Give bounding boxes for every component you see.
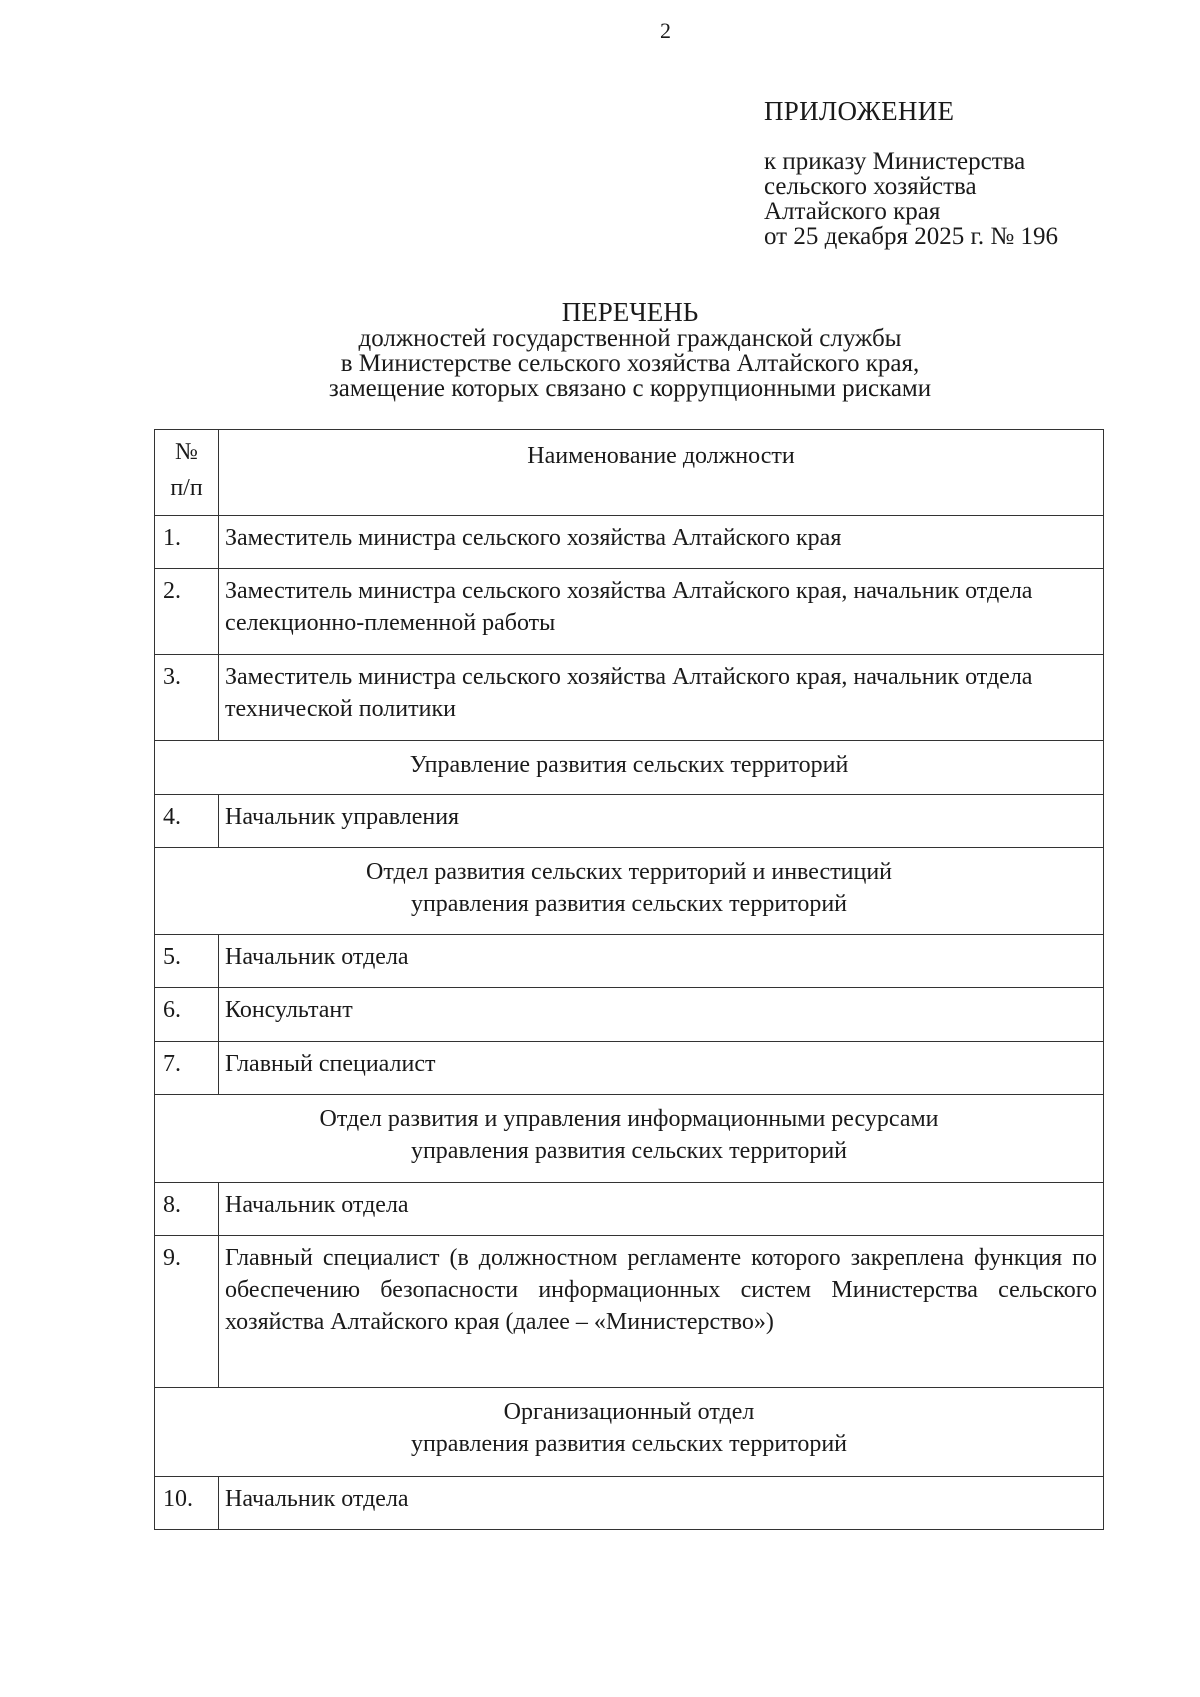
- appendix-title: ПРИЛОЖЕНИЕ: [764, 96, 955, 126]
- header-number-abbrev: п/п: [170, 475, 203, 501]
- table-row: [155, 1042, 1104, 1095]
- row-number: 6.: [155, 988, 219, 1042]
- row-position-name: Главный специалист: [219, 1042, 1104, 1095]
- table-row: [155, 935, 1104, 988]
- appendix-region-line: Алтайского края: [764, 198, 941, 225]
- section-heading-line-1: Организационный отдел: [503, 1399, 755, 1425]
- row-number: 7.: [155, 1042, 219, 1095]
- positions-table: [154, 429, 1104, 1530]
- heading-title: ПЕРЕЧЕНЬ: [561, 297, 699, 327]
- section-heading: [155, 848, 1104, 935]
- appendix-block: [764, 96, 1164, 249]
- page-number: 2: [660, 18, 671, 43]
- row-number: 1.: [155, 516, 219, 569]
- row-position-name: Заместитель министра сельского хозяйства Алтайского края, начальник отдела технической политики: [219, 655, 1104, 741]
- section-heading: [155, 1388, 1104, 1477]
- document-heading: [150, 298, 1110, 401]
- table-row: [155, 1183, 1104, 1236]
- section-heading-line-2: управления развития сельских территорий: [410, 1431, 848, 1457]
- header-number-cell: [155, 430, 219, 516]
- table-row: [155, 1236, 1104, 1388]
- section-heading-line-1: Отдел развития сельских территорий и инвестиций: [365, 859, 893, 885]
- row-number: 8.: [155, 1183, 219, 1236]
- row-number: 9.: [155, 1236, 219, 1388]
- row-position-name: Заместитель министра сельского хозяйства Алтайского края, начальник отдела селекционно-племенной работы: [219, 569, 1104, 655]
- appendix-ministry-line: сельского хозяйства: [764, 173, 977, 200]
- row-number: 4.: [155, 795, 219, 848]
- table-row: [155, 516, 1104, 569]
- section-row: [155, 1095, 1104, 1183]
- header-number-symbol: №: [175, 439, 198, 465]
- section-heading: [155, 1095, 1104, 1183]
- section-heading-line-1: Управление развития сельских территорий: [409, 752, 849, 778]
- row-position-name: Главный специалист (в должностном регламенте которого закреплена функция по обеспечению безопасности информационных систем Министерства сельского хозяйства Алтайского края (далее – «Министерство»): [219, 1236, 1104, 1388]
- row-position-name: Начальник отдела: [219, 935, 1104, 988]
- section-row: [155, 848, 1104, 935]
- appendix-date-number: от 25 декабря 2025 г. № 196: [764, 223, 1059, 250]
- row-position-name: Консультант: [219, 988, 1104, 1042]
- heading-line-3: замещение которых связано с коррупционными рисками: [328, 375, 932, 402]
- table-row: [155, 655, 1104, 741]
- section-heading-line-2: управления развития сельских территорий: [410, 1138, 848, 1164]
- heading-line-1: должностей государственной гражданской службы: [358, 325, 902, 352]
- table-row: [155, 988, 1104, 1042]
- heading-line-2: в Министерстве сельского хозяйства Алтайского края,: [340, 350, 920, 377]
- table-row: [155, 569, 1104, 655]
- header-name-cell: Наименование должности: [219, 430, 1104, 516]
- section-row: [155, 741, 1104, 795]
- row-position-name: Начальник управления: [219, 795, 1104, 848]
- section-heading-line-2: управления развития сельских территорий: [410, 891, 848, 917]
- appendix-order-ref: к приказу Министерства: [764, 148, 1026, 175]
- section-heading: [155, 741, 1104, 795]
- row-number: 2.: [155, 569, 219, 655]
- table-row: [155, 795, 1104, 848]
- row-number: 10.: [155, 1477, 219, 1530]
- section-heading-line-1: Отдел развития и управления информационными ресурсами: [319, 1106, 939, 1132]
- row-position-name: Начальник отдела: [219, 1183, 1104, 1236]
- row-position-name: Начальник отдела: [219, 1477, 1104, 1530]
- row-number: 5.: [155, 935, 219, 988]
- section-row: [155, 1388, 1104, 1477]
- row-position-name: Заместитель министра сельского хозяйства Алтайского края: [219, 516, 1104, 569]
- table-header-row: [155, 430, 1104, 516]
- row-number: 3.: [155, 655, 219, 741]
- table-row: [155, 1477, 1104, 1530]
